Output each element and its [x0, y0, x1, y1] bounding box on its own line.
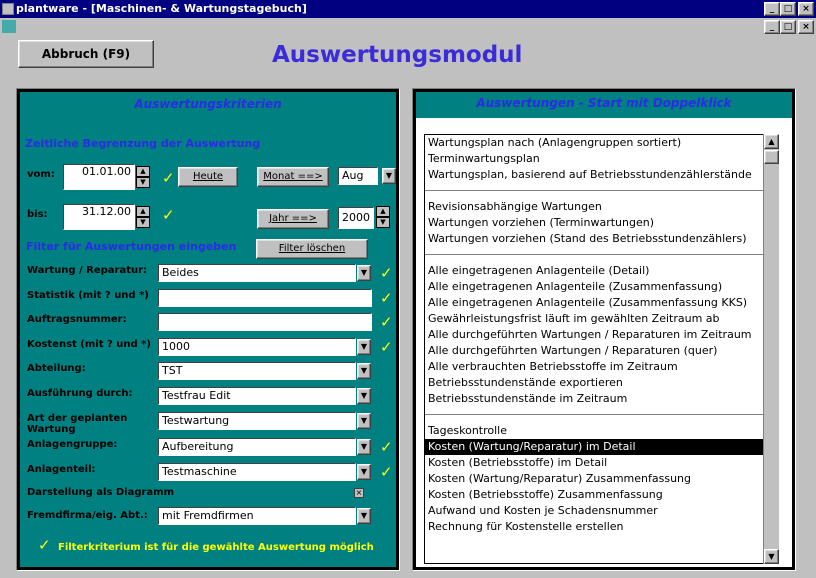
time-heading: Zeitliche Begrenzung der Auswertung — [25, 137, 261, 150]
year-spinner[interactable] — [376, 206, 390, 228]
check-icon: ✓ — [380, 463, 393, 481]
list-item[interactable]: Kosten (Betriebsstoffe) Zusammenfassung — [428, 488, 663, 501]
scroll-down-icon[interactable]: ▼ — [764, 549, 779, 564]
chevron-down-icon[interactable]: ▼ — [357, 339, 371, 355]
today-button[interactable] — [178, 167, 238, 187]
month-select[interactable]: Aug — [338, 167, 378, 185]
filter-label: Art der geplanten Wartung — [27, 413, 128, 435]
reports-title: Auswertungen - Start mit Doppelklick — [416, 92, 792, 118]
filter-input[interactable]: Testmaschine — [158, 463, 356, 481]
extern-select[interactable]: mit Fremdfirmen — [158, 507, 356, 525]
document-icon[interactable] — [2, 20, 16, 33]
list-item[interactable]: Alle durchgeführten Wartungen / Reparaturen (quer) — [428, 344, 718, 357]
list-separator — [425, 190, 775, 191]
list-item[interactable]: Wartungen vorziehen (Terminwartungen) — [428, 216, 654, 229]
check-icon: ✓ — [380, 264, 393, 282]
check-icon: ✓ — [380, 289, 393, 307]
list-item[interactable]: Rechnung für Kostenstelle erstellen — [428, 520, 624, 533]
list-item[interactable]: Alle eingetragenen Anlagenteile (Zusammenfassung KKS) — [428, 296, 748, 309]
check-icon: ✓ — [380, 438, 393, 456]
window-title: plantware - [Maschinen- & Wartungstagebuch] — [16, 2, 307, 15]
spin-down-icon[interactable]: ▼ — [136, 217, 150, 228]
chevron-down-icon[interactable]: ▼ — [357, 265, 371, 281]
spin-up-icon[interactable]: ▲ — [136, 166, 150, 177]
cancel-button[interactable]: Abbruch (F9) — [18, 40, 154, 68]
month-label: Monat ==> — [263, 171, 323, 182]
maximize-button[interactable]: □ — [780, 2, 796, 16]
chevron-down-icon[interactable]: ▼ — [357, 363, 371, 379]
filter-label: Kostenst (mit ? und *) — [27, 339, 151, 350]
chevron-down-icon[interactable]: ▼ — [357, 464, 371, 480]
filter-input[interactable]: 1000 — [158, 338, 356, 356]
mdi-restore-button[interactable]: □ — [780, 20, 796, 34]
clear-filter-label: Filter löschen — [278, 243, 346, 254]
title-bar — [0, 0, 816, 18]
today-label: Heute — [192, 171, 224, 182]
to-date-spinner[interactable] — [136, 206, 150, 228]
footer-note: Filterkriterium ist für die gewählte Auswertung möglich — [58, 542, 374, 553]
check-icon: ✓ — [380, 313, 393, 331]
to-date-input[interactable]: 31.12.00 — [63, 204, 135, 230]
list-item[interactable]: Terminwartungsplan — [428, 152, 540, 165]
list-item[interactable]: Wartungsplan, basierend auf Betriebsstundenzählerstände — [428, 168, 752, 181]
extern-label: Fremdfirma/eig. Abt.: — [27, 510, 148, 521]
list-item[interactable]: Alle eingetragenen Anlagenteile (Zusammenfassung) — [428, 280, 723, 293]
list-item[interactable]: Aufwand und Kosten je Schadensnummer — [428, 504, 658, 517]
mdi-close-button[interactable]: × — [798, 20, 814, 34]
chevron-down-icon[interactable]: ▼ — [357, 388, 371, 404]
list-item[interactable]: Kosten (Betriebsstoffe) im Detail — [428, 456, 608, 469]
vertical-scrollbar[interactable] — [763, 134, 779, 564]
check-icon: ✓ — [38, 536, 51, 554]
filter-input[interactable]: Aufbereitung — [158, 438, 356, 456]
minimize-button[interactable]: _ — [764, 2, 780, 16]
filter-label: Abteilung: — [27, 363, 86, 374]
app-icon — [2, 3, 14, 15]
filter-input[interactable]: Testwartung — [158, 412, 356, 430]
chevron-down-icon[interactable]: ▼ — [357, 508, 371, 524]
filter-input[interactable]: Testfrau Edit — [158, 387, 356, 405]
scroll-thumb[interactable] — [764, 150, 779, 164]
filter-heading: Filter für Auswertungen eingeben — [26, 240, 237, 253]
list-item[interactable]: Betriebsstundenstände im Zeitraum — [428, 392, 628, 405]
filter-label: Ausführung durch: — [27, 388, 133, 399]
filter-input[interactable] — [158, 289, 372, 307]
diagram-checkbox[interactable]: × — [355, 488, 363, 497]
spin-down-icon[interactable]: ▼ — [376, 217, 390, 228]
filter-input[interactable]: TST — [158, 362, 356, 380]
clear-filter-button[interactable] — [256, 239, 368, 259]
list-separator — [425, 254, 775, 255]
list-item[interactable]: Betriebsstundenstände exportieren — [428, 376, 623, 389]
filter-input[interactable]: Beides — [158, 264, 356, 282]
year-button[interactable] — [257, 209, 329, 229]
spin-up-icon[interactable]: ▲ — [376, 206, 390, 217]
filter-label: Anlagenteil: — [27, 464, 96, 475]
list-item[interactable]: Wartungen vorziehen (Stand des Betriebsstundenzählers) — [428, 232, 747, 245]
filter-label: Statistik (mit ? und *) — [27, 290, 149, 301]
from-label: vom: — [27, 169, 55, 180]
list-item[interactable]: Gewährleistungsfrist läuft im gewählten Zeitraum ab — [428, 312, 720, 325]
check-icon: ✓ — [162, 206, 175, 224]
close-button[interactable]: × — [798, 2, 814, 16]
list-item[interactable]: Kosten (Wartung/Reparatur) Zusammenfassung — [428, 472, 691, 485]
filter-input[interactable] — [158, 313, 372, 331]
year-label: Jahr ==> — [269, 213, 317, 224]
reports-list[interactable] — [424, 134, 776, 564]
list-item[interactable]: Alle verbrauchten Betriebsstoffe im Zeitraum — [428, 360, 678, 373]
check-icon: ✓ — [162, 169, 175, 187]
mdi-minimize-button[interactable]: _ — [764, 20, 780, 34]
list-item[interactable]: Revisionsabhängige Wartungen — [428, 200, 602, 213]
list-item[interactable]: Alle durchgeführten Wartungen / Reparaturen im Zeitraum — [428, 328, 752, 341]
to-label: bis: — [27, 209, 48, 220]
spin-down-icon[interactable]: ▼ — [136, 177, 150, 188]
reports-panel — [412, 88, 796, 571]
page-title: Auswertungsmodul — [272, 42, 523, 68]
mdi-bar — [0, 18, 816, 36]
chevron-down-icon[interactable]: ▼ — [357, 439, 371, 455]
month-button[interactable] — [257, 167, 329, 187]
from-date-input[interactable]: 01.01.00 — [63, 164, 135, 190]
criteria-panel — [16, 88, 400, 571]
spin-up-icon[interactable]: ▲ — [136, 206, 150, 217]
list-separator — [425, 414, 775, 415]
list-item[interactable]: Kosten (Wartung/Reparatur) im Detail — [425, 439, 775, 455]
filter-label: Anlagengruppe: — [27, 439, 118, 450]
diagram-label: Darstellung als Diagramm — [27, 487, 174, 498]
filter-label: Auftragsnummer: — [27, 314, 127, 325]
scroll-up-icon[interactable]: ▲ — [764, 134, 779, 149]
criteria-title: Auswertungskriterien — [134, 97, 282, 111]
list-item[interactable]: Wartungsplan nach (Anlagengruppen sortiert) — [428, 136, 682, 149]
year-input[interactable]: 2000 — [338, 207, 374, 229]
from-date-spinner[interactable] — [136, 166, 150, 188]
chevron-down-icon[interactable]: ▼ — [357, 413, 371, 429]
filter-label: Wartung / Reparatur: — [27, 265, 148, 276]
check-icon: ✓ — [380, 338, 393, 356]
list-item[interactable]: Tageskontrolle — [428, 424, 508, 437]
list-item[interactable]: Alle eingetragenen Anlagenteile (Detail) — [428, 264, 650, 277]
chevron-down-icon[interactable]: ▼ — [382, 168, 396, 184]
